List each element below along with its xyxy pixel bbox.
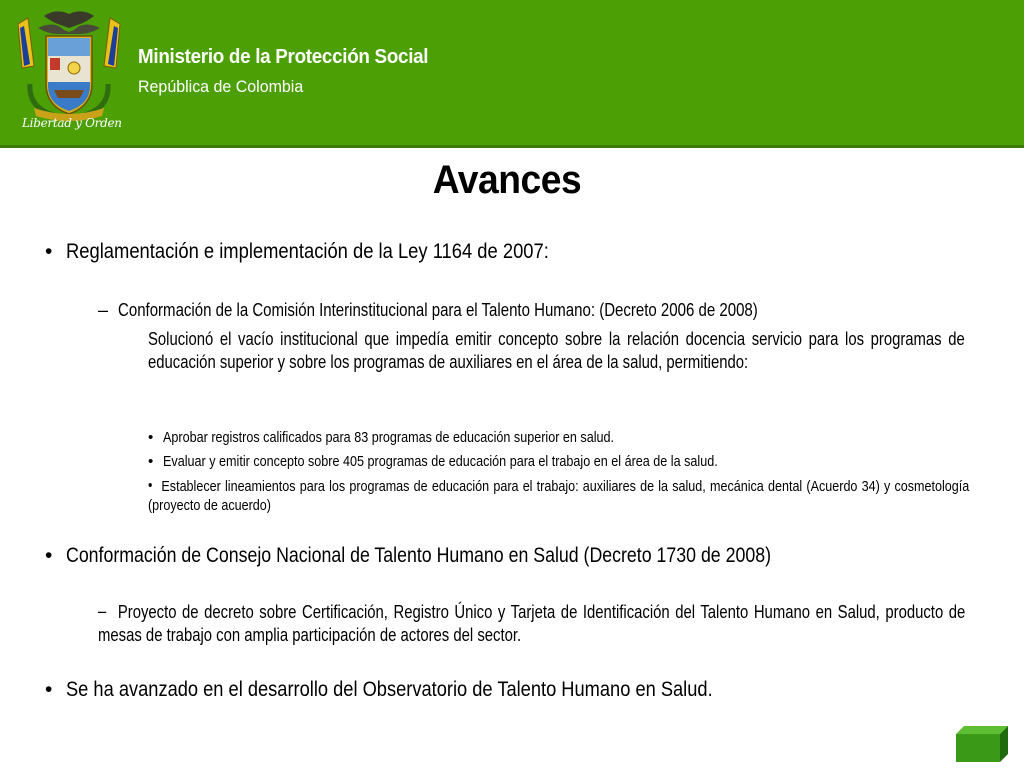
list-item: Establecer lineamientos para los programas de educación para el trabajo: auxiliares de la salud, mecánica dental (Acuerdo 34) y cosmetología (proyecto de acuerdo) xyxy=(148,478,970,514)
bullet-marker: • xyxy=(45,240,53,263)
header-divider xyxy=(0,145,1024,148)
motto-text: Libertad y Orden xyxy=(22,116,122,130)
list-item: Se ha avanzado en el desarrollo del Observatorio de Talento Humano en Salud. xyxy=(66,678,713,701)
header-bar xyxy=(0,0,1024,145)
green-cube-icon xyxy=(952,722,1012,764)
bullet-marker: • xyxy=(45,678,53,701)
sub-item-text: Proyecto de decreto sobre Certificación, Registro Único y Tarjeta de Identificación del Talento Humano en Salud, producto de mesas de trabajo con amplia participación de actores del sector. xyxy=(98,602,966,645)
republic-name: República de Colombia xyxy=(138,77,304,96)
bullet-marker: • xyxy=(148,477,153,494)
sub-item-paragraph: Solucionó el vacío institucional que impedía emitir concepto sobre la relación docencia servicio para los programas de educación superior y sobre los programas de auxiliares en el área de la salud, permitiendo: xyxy=(148,329,965,372)
slide-title: Avances xyxy=(432,158,582,202)
bullet-marker: • xyxy=(148,453,154,470)
sub-item-heading: Conformación de la Comisión Interinstitucional para el Talento Humano: (Decreto 2006 de 2008) xyxy=(118,300,758,320)
bullet-marker: • xyxy=(45,544,53,567)
list-item: Aprobar registros calificados para 83 programas de educación superior en salud. xyxy=(163,429,615,446)
list-item: Reglamentación e implementación de la Ley 1164 de 2007: xyxy=(66,240,549,263)
list-item: Conformación de Consejo Nacional de Talento Humano en Salud (Decreto 1730 de 2008) xyxy=(66,544,771,567)
list-item: Evaluar y emitir concepto sobre 405 programas de educación para el trabajo en el área de la salud. xyxy=(163,453,718,470)
dash-marker: – xyxy=(98,601,107,621)
ministry-name: Ministerio de la Protección Social xyxy=(138,46,429,68)
dash-marker: – xyxy=(98,300,109,320)
bullet-marker: • xyxy=(148,429,154,446)
